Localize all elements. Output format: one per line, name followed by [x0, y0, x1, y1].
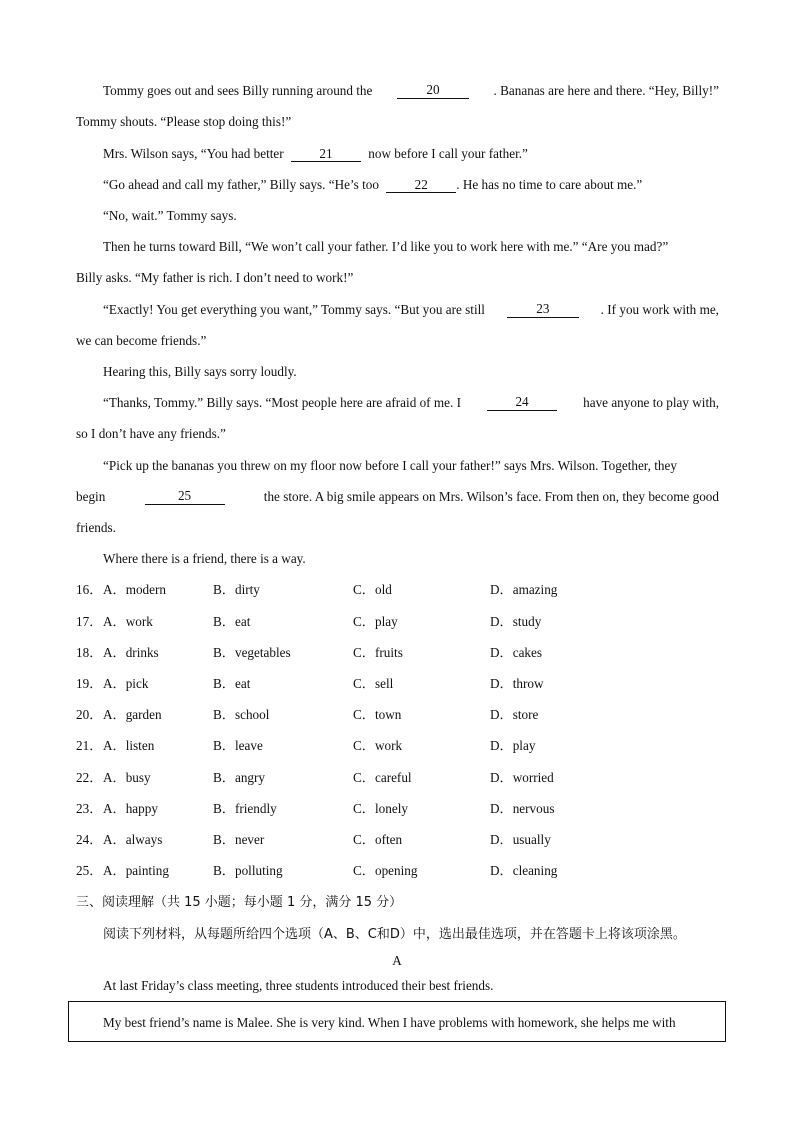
option-b: B．never	[213, 832, 265, 847]
passage-text: Then he turns toward Bill, “We won’t call your father. I’d like you to work here with me.” “Are you mad?”	[103, 239, 669, 254]
blank-24: 24	[487, 395, 557, 411]
option-d: D．store	[490, 707, 539, 722]
passage-line: Billy asks. “My father is rich. I don’t need to work!”	[76, 270, 354, 285]
question-number: 22．	[76, 770, 103, 785]
option-c: C．play	[353, 614, 398, 629]
option-a: A．listen	[103, 738, 155, 753]
option-a: A．happy	[103, 801, 158, 816]
blank-25: 25	[145, 489, 225, 505]
passage-line: we can become friends.”	[76, 333, 207, 348]
passage-line	[103, 239, 719, 255]
passage-line	[76, 489, 719, 505]
intro-text: At last Friday’s class meeting, three students introduced their best friends.	[103, 978, 494, 993]
option-c: C．careful	[353, 770, 412, 785]
part-label: A	[392, 953, 402, 968]
passage-line	[103, 395, 719, 411]
option-c: C．often	[353, 832, 403, 847]
passage-line: Tommy shouts. “Please stop doing this!”	[76, 114, 292, 129]
passage-line: Where there is a friend, there is a way.	[103, 551, 306, 566]
passage-text: now before I call your father.”	[368, 146, 528, 161]
passage-line	[103, 146, 719, 162]
option-b: B．eat	[213, 614, 251, 629]
option-c: C．fruits	[353, 645, 403, 660]
passage-line	[103, 458, 719, 474]
option-c: C．old	[353, 582, 392, 597]
option-a: A．work	[103, 614, 153, 629]
option-c: C．town	[353, 707, 402, 722]
question-number: 18．	[76, 645, 103, 660]
question-number: 25．	[76, 863, 103, 878]
option-d: D．amazing	[490, 582, 558, 597]
passage-text: “Thanks, Tommy.” Billy says. “Most people here are afraid of me. I	[103, 395, 461, 410]
option-b: B．vegetables	[213, 645, 291, 660]
option-c: C．work	[353, 738, 403, 753]
passage-line	[103, 177, 719, 193]
option-b: B．eat	[213, 676, 251, 691]
option-b: B．angry	[213, 770, 266, 785]
option-a: A．pick	[103, 676, 149, 691]
question-number: 24．	[76, 832, 103, 847]
option-b: B．polluting	[213, 863, 283, 878]
passage-text: “Go ahead and call my father,” Billy says. “He’s too	[103, 177, 379, 192]
option-b: B．school	[213, 707, 270, 722]
option-b: B．dirty	[213, 582, 260, 597]
option-a: A．busy	[103, 770, 151, 785]
passage-text: Mrs. Wilson says, “You had better	[103, 146, 284, 161]
section-heading: 三、阅读理解（共 15 小题；每小题 1 分，满分 15 分）	[76, 895, 403, 910]
option-d: D．usually	[490, 832, 551, 847]
option-b: B．friendly	[213, 801, 277, 816]
box-text: My best friend’s name is Malee. She is very kind. When I have problems with homework, she helps me with	[103, 1015, 676, 1030]
question-number: 23．	[76, 801, 103, 816]
question-number: 20．	[76, 707, 103, 722]
passage-text: . He has no time to care about me.”	[456, 177, 643, 192]
option-d: D．study	[490, 614, 542, 629]
passage-line: “No, wait.” Tommy says.	[103, 208, 237, 223]
option-d: D．throw	[490, 676, 544, 691]
option-a: A．painting	[103, 863, 169, 878]
passage-line: friends.	[76, 520, 116, 535]
blank-20: 20	[397, 83, 469, 99]
passage-text: begin	[76, 489, 106, 504]
passage-text: . If you work with me,	[600, 302, 719, 317]
option-d: D．cleaning	[490, 863, 558, 878]
question-number: 19．	[76, 676, 103, 691]
passage-line	[103, 83, 719, 99]
option-a: A．garden	[103, 707, 162, 722]
passage-line	[103, 302, 719, 318]
blank-22: 22	[386, 178, 456, 193]
question-number: 21．	[76, 738, 103, 753]
option-a: A．drinks	[103, 645, 159, 660]
option-c: C．opening	[353, 863, 418, 878]
section-instruction: 阅读下列材料，从每题所给四个选项（A、B、C和D）中，选出最佳选项，并在答题卡上将该项涂黑。	[103, 927, 686, 942]
question-number: 16．	[76, 582, 103, 597]
option-d: D．cakes	[490, 645, 542, 660]
passage-text: Tommy goes out and sees Billy running around the	[103, 83, 373, 98]
passage-line: Hearing this, Billy says sorry loudly.	[103, 364, 297, 379]
option-c: C．lonely	[353, 801, 408, 816]
passage-line: so I don’t have any friends.”	[76, 426, 226, 441]
option-d: D．nervous	[490, 801, 555, 816]
option-b: B．leave	[213, 738, 263, 753]
passage-text: “Exactly! You get everything you want,” Tommy says. “But you are still	[103, 302, 485, 317]
option-a: A．always	[103, 832, 163, 847]
passage-text: have anyone to play with,	[583, 395, 719, 410]
blank-21: 21	[291, 147, 361, 162]
passage-text: . Bananas are here and there. “Hey, Billy!”	[493, 83, 719, 98]
option-d: D．play	[490, 738, 536, 753]
option-d: D．worried	[490, 770, 554, 785]
option-c: C．sell	[353, 676, 394, 691]
passage-text: the store. A big smile appears on Mrs. Wilson’s face. From then on, they become good	[263, 489, 719, 504]
option-a: A．modern	[103, 582, 166, 597]
question-number: 17．	[76, 614, 103, 629]
blank-23: 23	[507, 302, 579, 318]
passage-text: “Pick up the bananas you threw on my floor now before I call your father!” says Mrs. Wilson. Together, they	[103, 458, 677, 473]
